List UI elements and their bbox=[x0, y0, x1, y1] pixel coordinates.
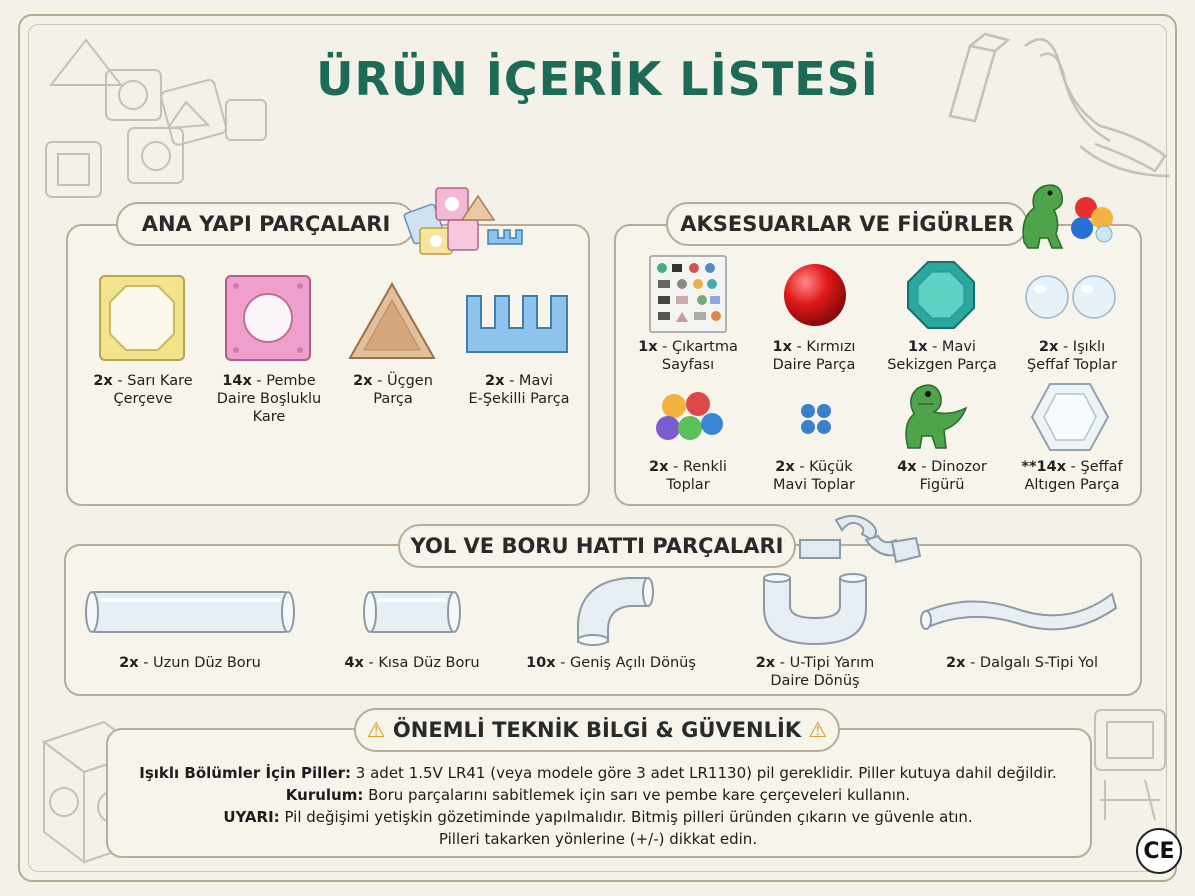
track-item-2: 4x - Kısa Düz Boru bbox=[344, 655, 480, 671]
warning-icon-left: ⚠ bbox=[366, 718, 386, 742]
technical-info-heading bbox=[354, 708, 840, 752]
accessory-item-8: **14x - Şeffaf Altıgen Parça bbox=[1021, 459, 1123, 493]
main-item-3: 2x - Üçgen Parça bbox=[353, 373, 433, 407]
main-item-1: 2x - Sarı Kare Çerçeve bbox=[93, 373, 193, 407]
track-pipe-heading bbox=[398, 524, 796, 568]
track-item-3: 10x - Geniş Açılı Dönüş bbox=[526, 655, 696, 671]
sticker-sheet-icon bbox=[648, 254, 728, 334]
blue-e-shaped-piece-icon bbox=[464, 292, 570, 356]
clear-hexagon-icon bbox=[1030, 382, 1110, 452]
accessory-item-4: 2x - Işıklı Şeffaf Toplar bbox=[1026, 339, 1118, 373]
yellow-square-frame-icon bbox=[98, 274, 186, 362]
ce-mark: CE bbox=[1136, 828, 1182, 874]
dinosaur-balls-icon bbox=[1010, 178, 1120, 254]
blocks-cluster-icon bbox=[398, 180, 538, 260]
accessory-item-6: 2x - Küçük Mavi Toplar bbox=[773, 459, 855, 493]
red-ball-icon bbox=[782, 262, 848, 328]
setup-info-line: Kurulum: Boru parçalarını sabitlemek için sarı ve pembe kare çerçeveleri kullanın. bbox=[285, 786, 911, 804]
accessory-item-7: 4x - Dinozor Figürü bbox=[897, 459, 987, 493]
blue-octagon-icon bbox=[906, 260, 976, 330]
accessory-item-3: 1x - Mavi Sekizgen Parça bbox=[887, 339, 997, 373]
dinosaur-figure-icon bbox=[888, 378, 978, 454]
colorful-balls-icon bbox=[654, 390, 724, 446]
small-blue-balls-icon bbox=[798, 402, 834, 436]
long-straight-tube-icon bbox=[84, 588, 296, 636]
clear-light-balls-icon bbox=[1024, 274, 1118, 320]
main-item-2: 14x - Pembe Daire Boşluklu Kare bbox=[216, 373, 322, 425]
short-straight-tube-icon bbox=[362, 588, 462, 636]
technical-info-text bbox=[108, 762, 1088, 850]
accessories-heading-text: AKSESUARLAR VE FİGÜRLER bbox=[680, 212, 1014, 236]
battery-info-line: Işıklı Bölümler İçin Piller: 3 adet 1.5V LR41 (veya modele göre 3 adet LR1130) pil gereklidir. Piller kutuya dahil değildir. bbox=[139, 764, 1057, 782]
main-parts-heading bbox=[116, 202, 416, 246]
pink-circle-square-icon bbox=[224, 274, 312, 362]
main-parts-panel bbox=[66, 224, 590, 506]
main-parts-heading-text: ANA YAPI PARÇALARI bbox=[141, 212, 391, 236]
main-item-4: 2x - Mavi E-Şekilli Parça bbox=[468, 373, 570, 407]
triangle-piece-icon bbox=[346, 280, 438, 362]
pipe-cluster-icon bbox=[796, 510, 922, 576]
accessory-item-5: 2x - Renkli Toplar bbox=[649, 459, 727, 493]
track-item-4: 2x - U-Tipi Yarım Daire Dönüş bbox=[755, 655, 875, 689]
accessories-heading bbox=[666, 202, 1028, 246]
accessory-item-2: 1x - Kırmızı Daire Parça bbox=[772, 339, 856, 373]
u-type-turn-icon bbox=[760, 572, 870, 648]
track-item-5: 2x - Dalgalı S-Tipi Yol bbox=[946, 655, 1098, 671]
decorative-frame-bottom-right bbox=[1085, 700, 1175, 830]
track-pipe-heading-text: YOL VE BORU HATTI PARÇALARI bbox=[410, 534, 784, 558]
accessory-item-1: 1x - Çıkartma Sayfası bbox=[638, 339, 738, 373]
warning-info-line: UYARI: Pil değişimi yetişkin gözetiminde yapılmalıdır. Bitmiş pilleri üründen çıkarın ve güvenle atın. bbox=[223, 808, 973, 826]
wavy-s-track-icon bbox=[920, 586, 1120, 634]
technical-info-heading-text: ÖNEMLİ TEKNİK BİLGİ & GÜVENLİK bbox=[392, 718, 802, 742]
track-item-1: 2x - Uzun Düz Boru bbox=[119, 655, 261, 671]
page-title: ÜRÜN İÇERİK LİSTESİ bbox=[316, 52, 879, 106]
polarity-info-line: Pilleri takarken yönlerine (+/-) dikkat edin. bbox=[438, 830, 758, 848]
warning-icon-right: ⚠ bbox=[808, 718, 828, 742]
wide-angle-turn-icon bbox=[572, 572, 656, 646]
